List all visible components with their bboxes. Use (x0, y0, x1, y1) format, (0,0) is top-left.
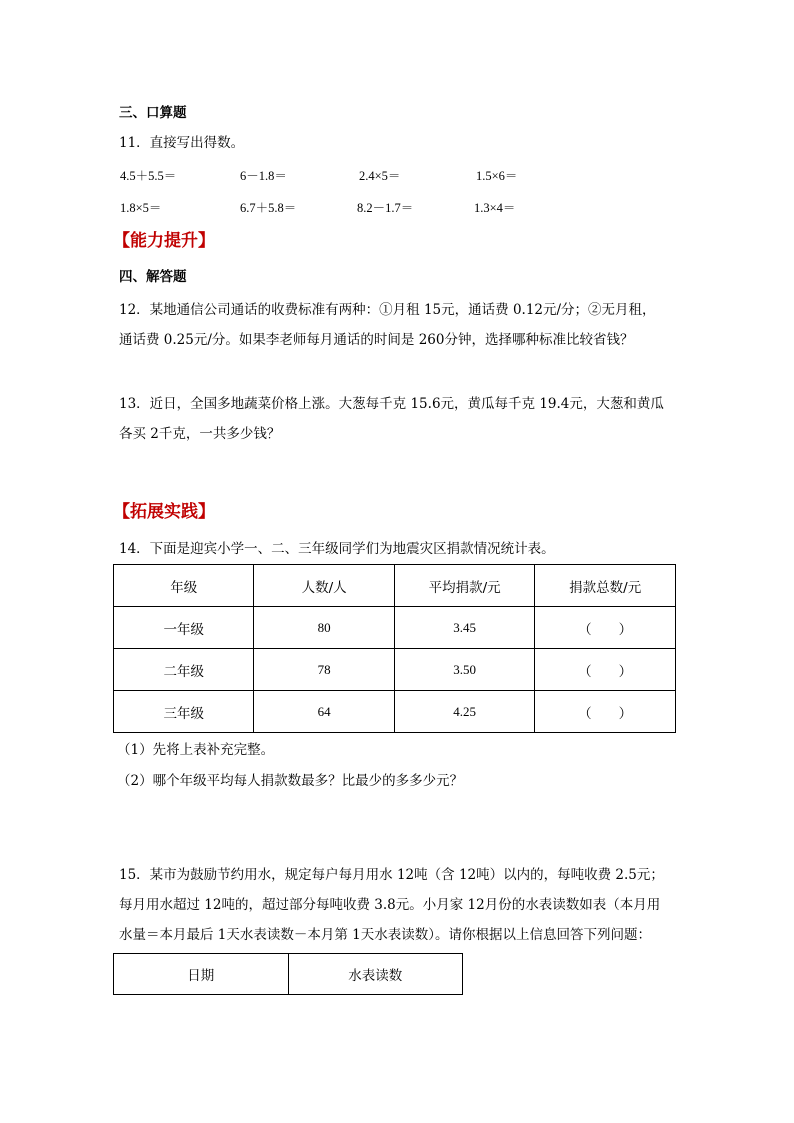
ability-improvement-title: 【能力提升】 (113, 231, 215, 251)
table-header-cell: 捐款总数/元 (535, 565, 676, 607)
question-13-line-2: 各买 2千克，一共多少钱？ (119, 426, 281, 442)
answer-blank[interactable]: （ ） (535, 691, 676, 733)
table-row (114, 649, 676, 691)
calc-item: 1.5×6＝ (476, 169, 518, 183)
table-header-row (114, 565, 676, 607)
calc-item: 6.7＋5.8＝ (240, 201, 297, 215)
question-12-line-2: 通话费 0.25元/分。如果李老师每月通话的时间是 260分钟，选择哪种标准比较省钱？ (119, 332, 634, 348)
table-cell: 78 (254, 649, 394, 691)
table-cell: 一年级 (114, 607, 254, 649)
table-cell: 4.25 (394, 691, 534, 733)
question-15-line-2: 每月用水超过 12吨的，超过部分每吨收费 3.8元。小月家 12月份的水表读数如表（本月用 (119, 897, 661, 913)
section-4-heading: 四、解答题 (119, 269, 187, 285)
calc-item: 1.3×4＝ (474, 201, 516, 215)
section-3-heading: 三、口算题 (119, 105, 187, 121)
table-cell: 二年级 (114, 649, 254, 691)
water-meter-table (113, 953, 463, 995)
calc-item: 6－1.8＝ (240, 169, 287, 183)
calc-item: 4.5＋5.5＝ (120, 169, 177, 183)
question-13-line-1: 13．近日，全国多地蔬菜价格上涨。大葱每千克 15.6元，黄瓜每千克 19.4元，大葱和黄瓜 (119, 396, 664, 412)
table-header-cell: 水表读数 (288, 954, 463, 995)
calc-item: 8.2－1.7＝ (357, 201, 414, 215)
table-cell: 64 (254, 691, 394, 733)
question-14-sub-1: （1）先将上表补充完整。 (117, 742, 275, 758)
table-header-cell: 年级 (114, 565, 254, 607)
answer-blank[interactable]: （ ） (535, 649, 676, 691)
question-15-line-3: 水量＝本月最后 1天水表读数－本月第 1天水表读数）。请你根据以上信息回答下列问题： (119, 927, 652, 943)
table-cell: 80 (254, 607, 394, 649)
answer-blank[interactable]: （ ） (535, 607, 676, 649)
question-15-line-1: 15．某市为鼓励节约用水，规定每户每月用水 12吨（含 12吨）以内的，每吨收费 2.5元； (119, 867, 664, 883)
question-14-prompt: 14．下面是迎宾小学一、二、三年级同学们为地震灾区捐款情况统计表。 (119, 541, 555, 557)
table-header-row (114, 954, 463, 995)
table-header-cell: 平均捐款/元 (394, 565, 534, 607)
table-row (114, 607, 676, 649)
table-row (114, 691, 676, 733)
question-12-line-1: 12．某地通信公司通话的收费标准有两种：①月租 15元，通话费 0.12元/分；②无月租， (119, 302, 656, 318)
question-14-sub-2: （2）哪个年级平均每人捐款数最多？比最少的多多少元？ (117, 773, 464, 789)
question-11-prompt: 11．直接写出得数。 (119, 135, 245, 151)
table-header-cell: 人数/人 (254, 565, 394, 607)
extension-practice-title: 【拓展实践】 (113, 502, 215, 522)
calc-item: 1.8×5＝ (120, 201, 162, 215)
calc-item: 2.4×5＝ (359, 169, 401, 183)
table-header-cell: 日期 (114, 954, 289, 995)
donation-table (113, 564, 676, 733)
table-cell: 三年级 (114, 691, 254, 733)
table-cell: 3.50 (394, 649, 534, 691)
table-cell: 3.45 (394, 607, 534, 649)
